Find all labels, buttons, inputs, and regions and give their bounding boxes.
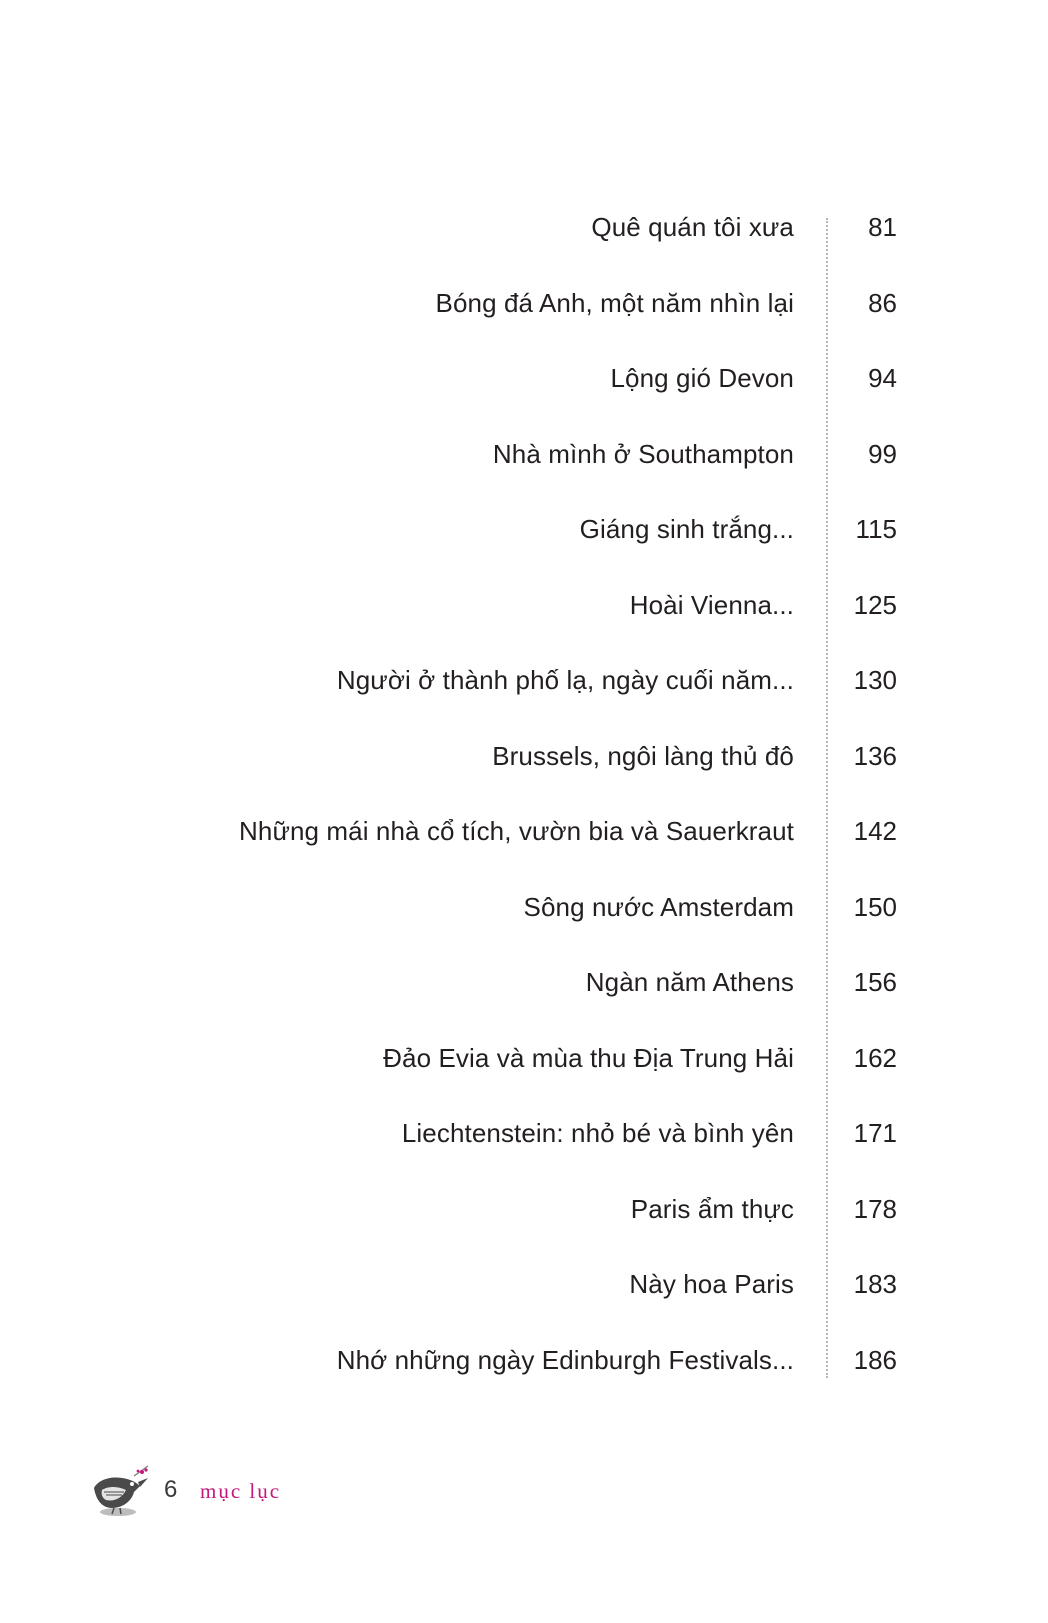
- toc-entry-title: Nhớ những ngày Edinburgh Festivals...: [336, 1344, 794, 1375]
- table-of-contents: [0, 195, 1048, 1403]
- toc-dotted-divider: [826, 218, 828, 1378]
- bird-icon: [88, 1462, 154, 1520]
- toc-entry[interactable]: [0, 1328, 1048, 1404]
- toc-entry-page: 162: [853, 1042, 897, 1073]
- toc-entry[interactable]: [0, 799, 1048, 875]
- toc-entry-page: 115: [855, 514, 897, 544]
- toc-entry[interactable]: [0, 346, 1048, 422]
- toc-entry[interactable]: [0, 1252, 1048, 1328]
- toc-entry-page: 125: [853, 589, 897, 620]
- toc-entry-title: Hoài Vienna...: [629, 589, 794, 620]
- toc-entry-page: 136: [853, 740, 897, 771]
- toc-entry-page: 183: [853, 1269, 897, 1299]
- toc-entry-page: 178: [853, 1193, 897, 1224]
- toc-entry-title: Người ở thành phố lạ, ngày cuối năm...: [336, 665, 794, 695]
- toc-entry[interactable]: [0, 724, 1048, 800]
- toc-entry[interactable]: [0, 875, 1048, 951]
- toc-entry[interactable]: [0, 950, 1048, 1026]
- page-footer: [88, 1462, 488, 1522]
- toc-entry[interactable]: [0, 271, 1048, 347]
- toc-entry[interactable]: [0, 497, 1048, 573]
- toc-entry-page: 94: [868, 363, 897, 393]
- toc-entry-page: 186: [853, 1344, 897, 1375]
- toc-entry[interactable]: [0, 1026, 1048, 1102]
- toc-entry[interactable]: [0, 422, 1048, 498]
- toc-entry-page: 130: [853, 665, 897, 695]
- toc-entry-title: Sông nước Amsterdam: [523, 891, 794, 922]
- toc-entry-title: Lộng gió Devon: [610, 363, 794, 393]
- toc-entry[interactable]: [0, 195, 1048, 271]
- toc-entry-title: Brussels, ngôi làng thủ đô: [492, 740, 794, 771]
- footer-page-number: 6: [164, 1476, 178, 1503]
- toc-entry-title: Nhà mình ở Southampton: [492, 438, 794, 469]
- toc-entry-title: Này hoa Paris: [629, 1269, 794, 1299]
- toc-entry-title: Bóng đá Anh, một năm nhìn lại: [435, 287, 794, 318]
- toc-entry[interactable]: [0, 1101, 1048, 1177]
- footer-section-label: mục lục: [200, 1479, 282, 1503]
- toc-entry-page: 99: [868, 438, 897, 469]
- toc-entry-page: 150: [853, 891, 897, 922]
- toc-entry-title: Đảo Evia và mùa thu Địa Trung Hải: [383, 1042, 794, 1073]
- toc-entry-page: 171: [853, 1118, 897, 1148]
- toc-entry-title: Những mái nhà cổ tích, vườn bia và Sauerkraut: [239, 816, 794, 846]
- toc-entry-title: Quê quán tôi xưa: [591, 212, 794, 242]
- toc-entry-page: 86: [868, 287, 897, 318]
- toc-entry-title: Paris ẩm thực: [630, 1193, 794, 1224]
- toc-entry[interactable]: [0, 573, 1048, 649]
- toc-entry-page: 142: [853, 816, 897, 846]
- toc-entry-page: 156: [853, 967, 897, 997]
- toc-entry[interactable]: [0, 1177, 1048, 1253]
- toc-entry-title: Giáng sinh trắng...: [579, 514, 794, 544]
- toc-entry-title: Liechtenstein: nhỏ bé và bình yên: [401, 1118, 794, 1148]
- toc-entry[interactable]: [0, 648, 1048, 724]
- toc-entry-page: 81: [868, 212, 897, 242]
- toc-entry-title: Ngàn năm Athens: [585, 967, 794, 997]
